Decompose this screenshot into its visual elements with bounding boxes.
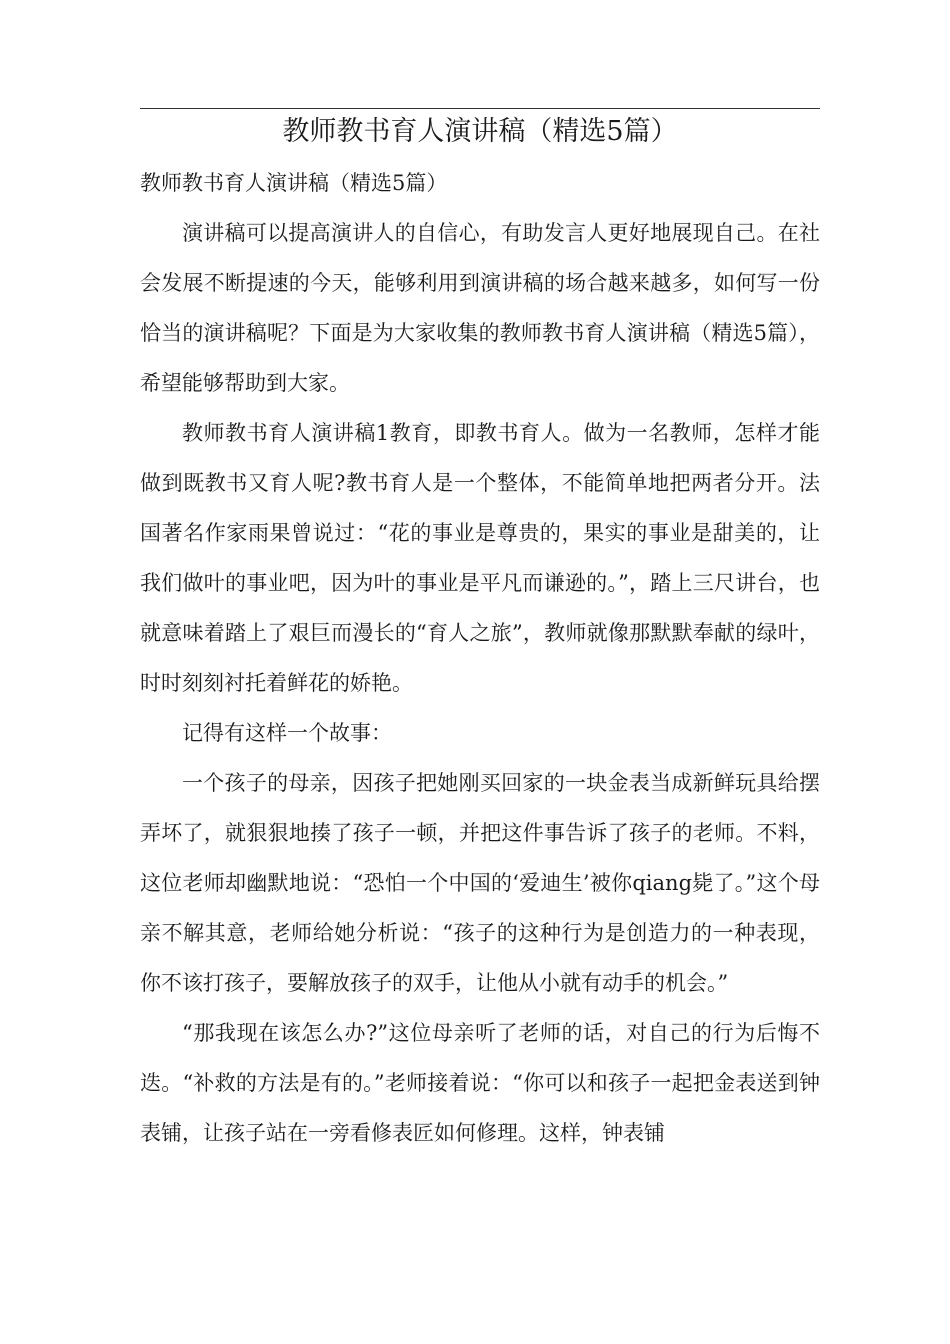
paragraph-story: 一个孩子的母亲，因孩子把她刚买回家的一块金表当成新鲜玩具给摆弄坏了，就狠狠地揍了孩子一顿，并把这件事告诉了孩子的老师。不料，这位老师却幽默地说：“恐怕一个中国的‘爱迪生’被你qiang毙了。”这个母亲不解其意，老师给她分析说：“孩子的这种行为是创造力的一种表现，你不该打孩子，要解放孩子的双手，让他从小就有动手的机会。”: [140, 771, 820, 995]
document-subtitle: 教师教书育人演讲稿（精选5篇）: [140, 171, 448, 195]
paragraph-intro: 演讲稿可以提高演讲人的自信心，有助发言人更好地展现自己。在社会发展不断提速的今天，能够利用到演讲稿的场合越来越多，如何写一份恰当的演讲稿呢？下面是为大家收集的教师教书育人演讲稿（精选5篇），希望能够帮助到大家。: [140, 221, 820, 395]
paragraph-remedy: “那我现在该怎么办?”这位母亲听了老师的话，对自己的行为后悔不迭。“补救的方法是有的。”老师接着说：“你可以和孩子一起把金表送到钟表铺，让孩子站在一旁看修表匠如何修理。这样，钟表铺: [140, 1021, 820, 1145]
document-body: [140, 158, 820, 1158]
paragraph-speech-1: 教师教书育人演讲稿1教育，即教书育人。做为一名教师，怎样才能做到既教书又育人呢?教书育人是一个整体，不能简单地把两者分开。法国著名作家雨果曾说过：“花的事业是尊贵的，果实的事业是甜美的，让我们做叶的事业吧，因为叶的事业是平凡而谦逊的。”，踏上三尺讲台，也就意味着踏上了艰巨而漫长的“育人之旅”，教师就像那默默奉献的绿叶，时时刻刻衬托着鲜花的娇艳。: [140, 421, 820, 695]
header-rule: [140, 108, 820, 109]
paragraph-story-intro: 记得有这样一个故事：: [182, 721, 392, 745]
document-title: 教师教书育人演讲稿（精选5篇）: [282, 116, 678, 147]
